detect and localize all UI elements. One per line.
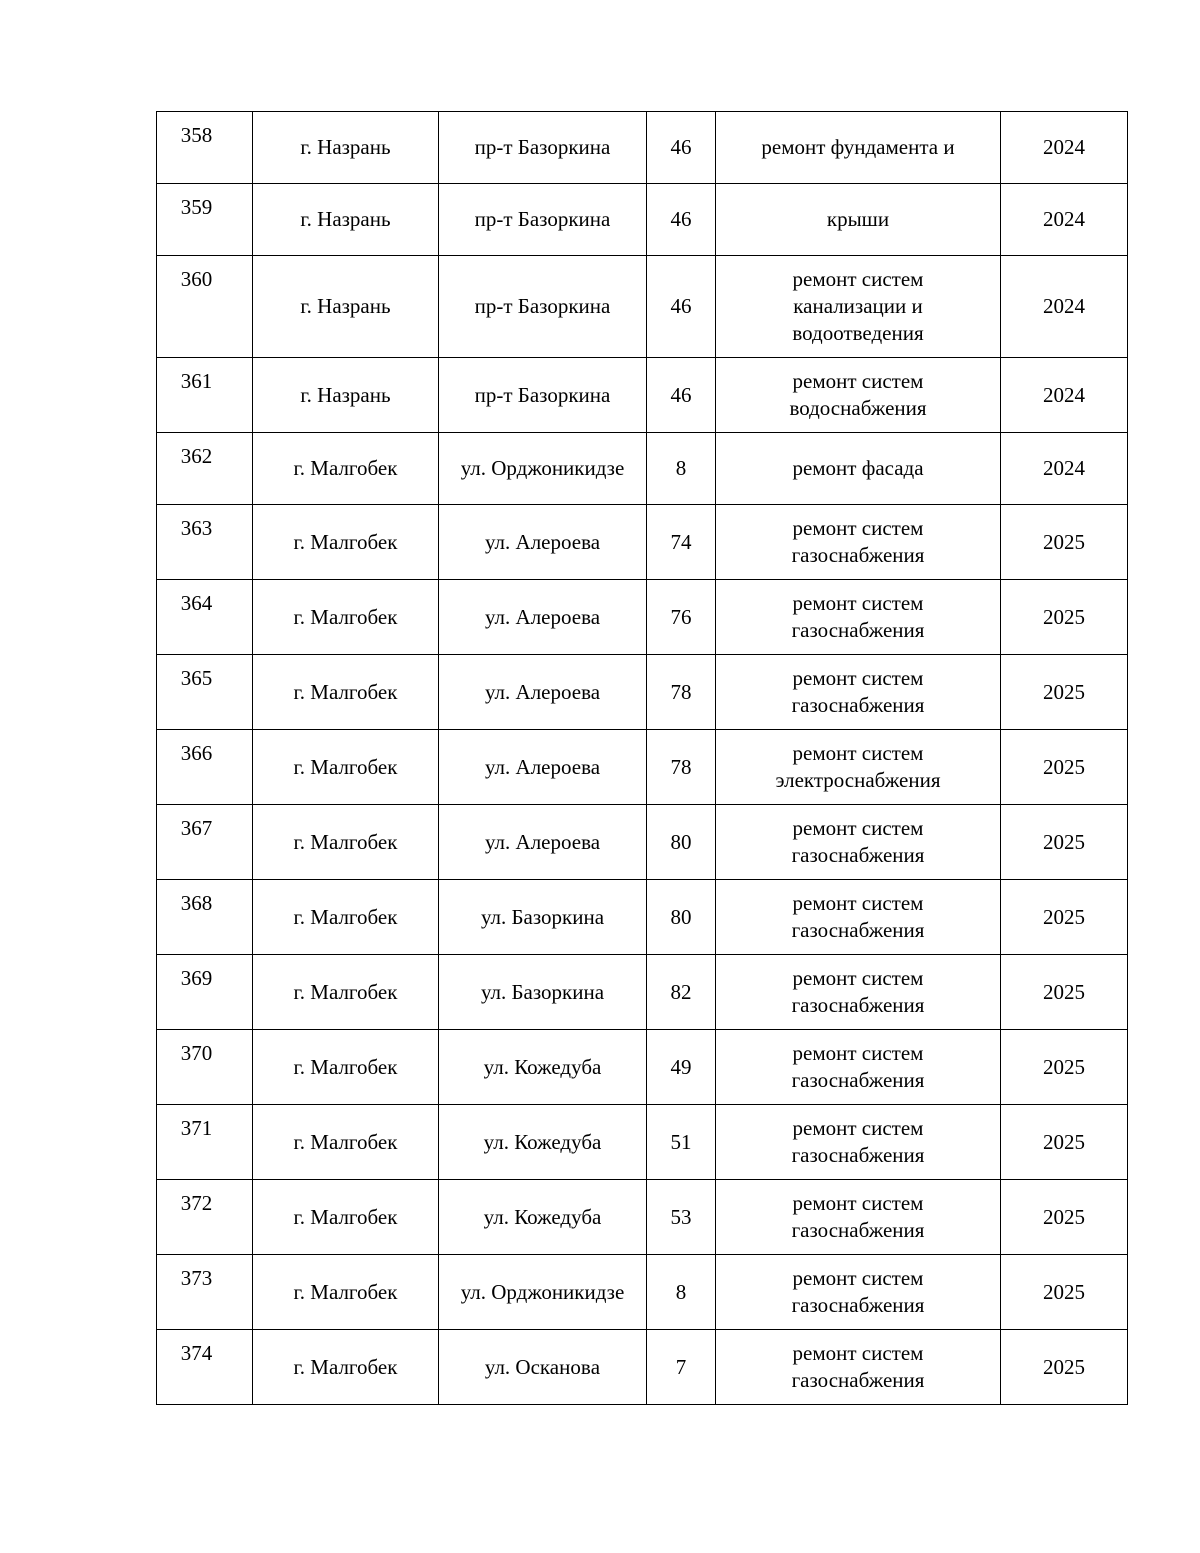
house-number-cell: 53 — [647, 1180, 716, 1255]
work-type-cell — [716, 112, 1001, 184]
work-type-text: ремонт систем газоснабжения — [791, 516, 925, 567]
house-number-cell: 46 — [647, 184, 716, 256]
year-cell: 2025 — [1001, 730, 1128, 805]
table-row — [157, 580, 1128, 655]
table-row — [157, 805, 1128, 880]
work-type-cell — [716, 955, 1001, 1030]
house-number-cell: 51 — [647, 1105, 716, 1180]
street-cell: ул. Кожедуба — [439, 1030, 647, 1105]
house-number-cell: 7 — [647, 1330, 716, 1405]
table-row — [157, 1180, 1128, 1255]
house-number-cell: 8 — [647, 1255, 716, 1330]
row-number: 366 — [157, 730, 253, 805]
row-number: 373 — [157, 1255, 253, 1330]
city-cell: г. Назрань — [253, 112, 439, 184]
city-cell: г. Назрань — [253, 256, 439, 358]
street-cell: ул. Орджоникидзе — [439, 1255, 647, 1330]
row-number: 363 — [157, 505, 253, 580]
street-cell: ул. Кожедуба — [439, 1180, 647, 1255]
table-row — [157, 256, 1128, 358]
row-number: 359 — [157, 184, 253, 256]
house-number-cell: 82 — [647, 955, 716, 1030]
table-row — [157, 1330, 1128, 1405]
street-cell: ул. Базоркина — [439, 880, 647, 955]
table-row — [157, 358, 1128, 433]
city-cell: г. Малгобек — [253, 955, 439, 1030]
work-type-cell — [716, 1255, 1001, 1330]
year-cell: 2025 — [1001, 1255, 1128, 1330]
work-type-text: ремонт систем газоснабжения — [791, 816, 925, 867]
house-number-cell: 46 — [647, 358, 716, 433]
year-cell: 2025 — [1001, 1330, 1128, 1405]
table-row — [157, 1105, 1128, 1180]
work-type-cell — [716, 505, 1001, 580]
city-cell: г. Малгобек — [253, 1030, 439, 1105]
work-type-cell — [716, 580, 1001, 655]
repair-schedule-table — [156, 111, 1128, 1405]
row-number: 371 — [157, 1105, 253, 1180]
work-type-text: ремонт систем водоснабжения — [789, 369, 927, 420]
table-row — [157, 730, 1128, 805]
year-cell: 2025 — [1001, 1105, 1128, 1180]
table-row — [157, 505, 1128, 580]
row-number: 364 — [157, 580, 253, 655]
year-cell: 2024 — [1001, 184, 1128, 256]
work-type-cell — [716, 1105, 1001, 1180]
city-cell: г. Малгобек — [253, 433, 439, 505]
house-number-cell: 8 — [647, 433, 716, 505]
work-type-cell — [716, 1180, 1001, 1255]
house-number-cell: 78 — [647, 730, 716, 805]
row-number: 358 — [157, 112, 253, 184]
year-cell: 2025 — [1001, 655, 1128, 730]
table-row — [157, 655, 1128, 730]
table-row — [157, 184, 1128, 256]
table-row — [157, 112, 1128, 184]
street-cell: пр-т Базоркина — [439, 184, 647, 256]
work-type-cell — [716, 433, 1001, 505]
year-cell: 2024 — [1001, 256, 1128, 358]
city-cell: г. Малгобек — [253, 655, 439, 730]
work-type-cell — [716, 1330, 1001, 1405]
work-type-text: ремонт фундамента и — [761, 135, 955, 159]
year-cell: 2024 — [1001, 112, 1128, 184]
street-cell: пр-т Базоркина — [439, 358, 647, 433]
street-cell: ул. Базоркина — [439, 955, 647, 1030]
row-number: 368 — [157, 880, 253, 955]
row-number: 372 — [157, 1180, 253, 1255]
work-type-text: ремонт систем газоснабжения — [791, 1341, 925, 1392]
street-cell: пр-т Базоркина — [439, 256, 647, 358]
row-number: 362 — [157, 433, 253, 505]
year-cell: 2025 — [1001, 1180, 1128, 1255]
work-type-text: ремонт систем электроснабжения — [775, 741, 941, 792]
row-number: 374 — [157, 1330, 253, 1405]
year-cell: 2025 — [1001, 880, 1128, 955]
street-cell: ул. Алероева — [439, 730, 647, 805]
row-number: 369 — [157, 955, 253, 1030]
row-number: 360 — [157, 256, 253, 358]
house-number-cell: 76 — [647, 580, 716, 655]
city-cell: г. Малгобек — [253, 1255, 439, 1330]
house-number-cell: 46 — [647, 112, 716, 184]
house-number-cell: 80 — [647, 805, 716, 880]
year-cell: 2025 — [1001, 805, 1128, 880]
city-cell: г. Малгобек — [253, 1180, 439, 1255]
work-type-cell — [716, 256, 1001, 358]
table-row — [157, 433, 1128, 505]
work-type-text: ремонт систем газоснабжения — [791, 591, 925, 642]
city-cell: г. Малгобек — [253, 880, 439, 955]
house-number-cell: 49 — [647, 1030, 716, 1105]
city-cell: г. Малгобек — [253, 505, 439, 580]
table-row — [157, 880, 1128, 955]
city-cell: г. Малгобек — [253, 1105, 439, 1180]
year-cell: 2025 — [1001, 505, 1128, 580]
work-type-cell — [716, 730, 1001, 805]
work-type-text: крыши — [826, 207, 890, 231]
year-cell: 2024 — [1001, 433, 1128, 505]
city-cell: г. Малгобек — [253, 730, 439, 805]
work-type-cell — [716, 880, 1001, 955]
work-type-text: ремонт систем газоснабжения — [791, 891, 925, 942]
street-cell: пр-т Базоркина — [439, 112, 647, 184]
city-cell: г. Малгобек — [253, 1330, 439, 1405]
table-row — [157, 955, 1128, 1030]
table-row — [157, 1255, 1128, 1330]
work-type-cell — [716, 1030, 1001, 1105]
street-cell: ул. Алероева — [439, 505, 647, 580]
street-cell: ул. Алероева — [439, 805, 647, 880]
city-cell: г. Назрань — [253, 358, 439, 433]
house-number-cell: 78 — [647, 655, 716, 730]
house-number-cell: 46 — [647, 256, 716, 358]
row-number: 367 — [157, 805, 253, 880]
house-number-cell: 80 — [647, 880, 716, 955]
year-cell: 2025 — [1001, 955, 1128, 1030]
work-type-text: ремонт систем газоснабжения — [791, 1191, 925, 1242]
street-cell: ул. Орджоникидзе — [439, 433, 647, 505]
city-cell: г. Назрань — [253, 184, 439, 256]
city-cell: г. Малгобек — [253, 580, 439, 655]
table-row — [157, 1030, 1128, 1105]
row-number: 370 — [157, 1030, 253, 1105]
street-cell: ул. Алероева — [439, 655, 647, 730]
work-type-text: ремонт систем канализации и водоотведения — [792, 267, 924, 345]
work-type-text: ремонт систем газоснабжения — [791, 1116, 925, 1167]
work-type-text: ремонт систем газоснабжения — [791, 1266, 925, 1317]
work-type-text: ремонт систем газоснабжения — [791, 666, 925, 717]
street-cell: ул. Кожедуба — [439, 1105, 647, 1180]
work-type-text: ремонт систем газоснабжения — [791, 966, 925, 1017]
street-cell: ул. Алероева — [439, 580, 647, 655]
house-number-cell: 74 — [647, 505, 716, 580]
row-number: 361 — [157, 358, 253, 433]
work-type-cell — [716, 805, 1001, 880]
year-cell: 2025 — [1001, 580, 1128, 655]
year-cell: 2024 — [1001, 358, 1128, 433]
work-type-text: ремонт систем газоснабжения — [791, 1041, 925, 1092]
year-cell: 2025 — [1001, 1030, 1128, 1105]
street-cell: ул. Оскановa — [439, 1330, 647, 1405]
city-cell: г. Малгобек — [253, 805, 439, 880]
work-type-cell — [716, 358, 1001, 433]
row-number: 365 — [157, 655, 253, 730]
work-type-cell — [716, 184, 1001, 256]
work-type-cell — [716, 655, 1001, 730]
work-type-text: ремонт фасада — [792, 456, 924, 480]
